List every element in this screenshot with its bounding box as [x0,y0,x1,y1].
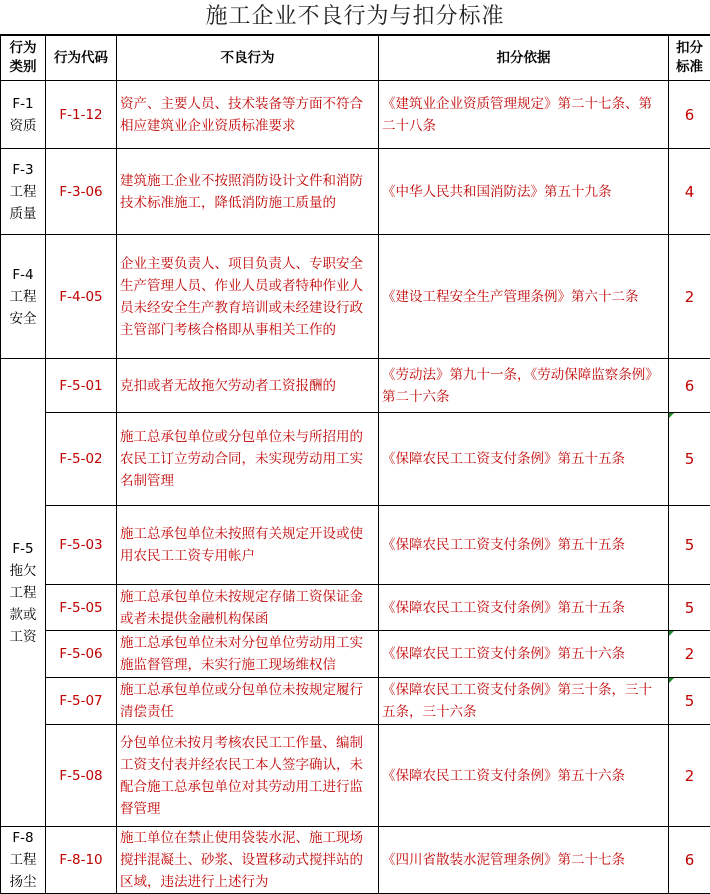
category-line: 工程 [1,286,45,308]
score-cell: 5 [669,506,710,585]
score-cell: 5 [669,413,710,506]
table-row [1,359,710,413]
behavior-cell: 施工总承包单位未对分包单位劳动用工实施监督管理，未实行施工现场维权信 [117,631,379,678]
category-line: 扬尘 [1,871,45,893]
page-title: 施工企业不良行为与扣分标准 [0,0,710,35]
code-cell: F-5-07 [46,678,117,725]
code-cell: F-3-06 [46,149,117,235]
behavior-cell: 企业主要负责人、项目负责人、专职安全生产管理人员、作业人员或者特种作业人员未经安全生产教育培训或未经建设行政主管部门考核合格即从事相关工作的 [117,235,379,359]
behavior-cell: 施工总承包单位或分包单位未与所招用的农民工订立劳动合同，未实现劳动用工实名制管理 [117,413,379,506]
category-line: 款或 [1,604,45,626]
basis-cell: 《保障农民工工资支付条例》第五十六条 [379,631,669,678]
table-row [1,725,710,827]
header-score: 扣分标准 [669,36,710,81]
category-line: F-8 [1,827,45,849]
category-line: 质量 [1,203,45,225]
code-cell: F-5-08 [46,725,117,827]
score-cell: 6 [669,359,710,413]
basis-cell: 《保障农民工工资支付条例》第五十五条 [379,506,669,585]
score-cell: 5 [669,585,710,631]
header-row [1,36,710,81]
category-line: F-1 [1,93,45,115]
score-cell: 5 [669,678,710,725]
table-row [1,235,710,359]
header-category: 行为类别 [1,36,46,81]
score-cell: 6 [669,827,710,894]
category-line: F-5 [1,538,45,560]
code-cell: F-8-10 [46,827,117,894]
header-behavior: 不良行为 [117,36,379,81]
header-code: 行为代码 [46,36,117,81]
table-row [1,506,710,585]
behavior-cell: 资产、主要人员、技术装备等方面不符合相应建筑业企业资质标准要求 [117,81,379,149]
category-cell [1,149,46,235]
basis-cell: 《中华人民共和国消防法》第五十九条 [379,149,669,235]
basis-cell: 《建筑业企业资质管理规定》第二十七条、第二十八条 [379,81,669,149]
basis-cell: 《保障农民工工资支付条例》第五十六条 [379,725,669,827]
table-row [1,413,710,506]
category-line: 工程 [1,582,45,604]
table-row [1,631,710,678]
code-cell: F-5-06 [46,631,117,678]
category-line: F-3 [1,159,45,181]
category-line: F-4 [1,264,45,286]
behavior-cell: 分包单位未按月考核农民工工作量、编制工资支付表并经农民工本人签字确认，未配合施工总承包单位对其劳动用工进行监督管理 [117,725,379,827]
category-cell [1,235,46,359]
code-cell: F-5-02 [46,413,117,506]
basis-cell: 《保障农民工工资支付条例》第五十五条 [379,413,669,506]
behavior-cell: 建筑施工企业不按照消防设计文件和消防技术标准施工，降低消防施工质量的 [117,149,379,235]
score-cell: 2 [669,235,710,359]
category-cell [1,81,46,149]
code-cell: F-4-05 [46,235,117,359]
code-cell: F-5-03 [46,506,117,585]
category-line: 工资 [1,626,45,648]
basis-cell: 《劳动法》第九十一条，《劳动保障监察条例》第二十六条 [379,359,669,413]
score-cell: 2 [669,631,710,678]
behavior-cell: 克扣或者无故拖欠劳动者工资报酬的 [117,359,379,413]
behavior-cell: 施工总承包单位未按规定存储工资保证金或者未提供金融机构保函 [117,585,379,631]
table-row [1,149,710,235]
code-cell: F-1-12 [46,81,117,149]
code-cell: F-5-05 [46,585,117,631]
score-cell: 2 [669,725,710,827]
header-basis: 扣分依据 [379,36,669,81]
penalty-table [0,35,710,894]
category-cell [1,359,46,827]
code-cell: F-5-01 [46,359,117,413]
category-line: 拖欠 [1,560,45,582]
score-cell: 4 [669,149,710,235]
basis-cell: 《四川省散装水泥管理条例》第二十七条 [379,827,669,894]
category-line: 资质 [1,115,45,137]
basis-cell: 《保障农民工工资支付条例》第五十五条 [379,585,669,631]
basis-cell: 《建设工程安全生产管理条例》第六十二条 [379,235,669,359]
category-line: 工程 [1,181,45,203]
basis-cell: 《保障农民工工资支付条例》第三十条，三十五条，三十六条 [379,678,669,725]
category-line: 工程 [1,849,45,871]
score-cell: 6 [669,81,710,149]
behavior-cell: 施工单位在禁止使用袋装水泥、施工现场搅拌混凝土、砂浆、设置移动式搅拌站的区域，违法进行上述行为 [117,827,379,894]
table-row [1,827,710,894]
behavior-cell: 施工总承包单位或分包单位未按规定履行清偿责任 [117,678,379,725]
table-row [1,678,710,725]
category-line: 安全 [1,308,45,330]
table-row [1,81,710,149]
category-cell [1,827,46,894]
table-row [1,585,710,631]
behavior-cell: 施工总承包单位未按照有关规定开设或使用农民工工资专用帐户 [117,506,379,585]
